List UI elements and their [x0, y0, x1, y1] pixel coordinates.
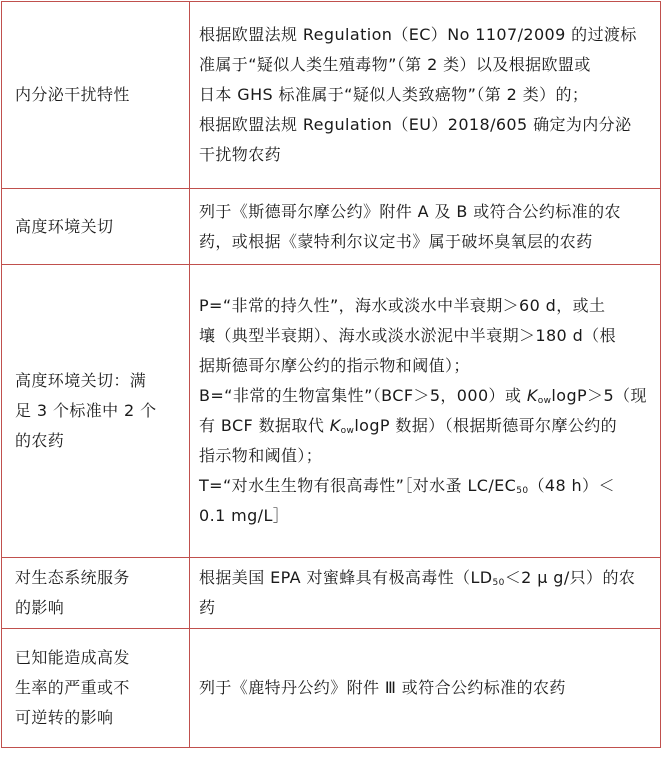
description-line: 药，或根据《蒙特利尔议定书》属于破坏臭氧层的农药 — [199, 231, 593, 251]
criterion-name: 内分泌干扰特性 — [15, 85, 130, 104]
criterion-description-cell — [190, 629, 661, 748]
persistence-line: 壤（典型半衰期）、海水或淡水淤泥中半衰期＞180 d（根 — [199, 326, 616, 345]
criterion-name-cell — [2, 558, 190, 629]
criterion-description-cell — [190, 189, 661, 265]
kow-subscript: ow — [537, 396, 552, 406]
table-row — [2, 2, 661, 189]
criterion-name: 高度环境关切 — [15, 216, 114, 236]
pesticide-criteria-table — [1, 1, 661, 748]
description-line: 日本 GHS 标准属于“疑似人类致癌物”（第 2 类）的； — [199, 85, 589, 104]
text-fragment: logP 数据）（根据斯德哥尔摩公约的 — [354, 416, 618, 435]
table-row — [2, 265, 661, 558]
kow-symbol: K — [526, 386, 538, 405]
criterion-description-cell — [190, 558, 661, 629]
text-fragment: 有 BCF 数据取代 — [199, 416, 330, 435]
description-line — [199, 563, 656, 593]
persistence-line: 据斯德哥尔摩公约的指示物和阈值）； — [199, 356, 470, 375]
text-fragment: 根据美国 EPA 对蜜蜂具有极高毒性（LD — [199, 568, 493, 587]
criterion-description-cell — [190, 2, 661, 189]
toxicity-line — [199, 471, 656, 501]
text-fragment: （48 h）＜ — [528, 476, 615, 495]
bioaccumulation-line — [199, 411, 656, 441]
persistence-line: P=“非常的持久性”，海水或淡水中半衰期＞60 d，或土 — [199, 296, 606, 315]
criterion-name-line: 已知能造成高发 — [15, 648, 130, 667]
criterion-description-cell — [190, 265, 661, 558]
text-fragment: T=“对水生生物有很高毒性”［对水蚤 LC/EC — [199, 476, 517, 495]
text-fragment: ＜2 μ g/只）的农 — [504, 568, 636, 587]
criterion-name-line: 生率的严重或不 — [15, 678, 130, 697]
bioaccumulation-line — [199, 381, 656, 411]
ec50-subscript: 50 — [516, 486, 529, 496]
criterion-name-line: 的农药 — [15, 431, 65, 450]
text-fragment: B=“非常的生物富集性”（BCF＞5，000）或 — [199, 386, 527, 405]
ld50-subscript: 50 — [492, 578, 505, 588]
criterion-name-line: 对生态系统服务 — [15, 568, 130, 587]
table-row — [2, 189, 661, 265]
criterion-name-line: 的影响 — [15, 598, 65, 617]
criterion-name-cell — [2, 265, 190, 558]
description-line: 列于《鹿特丹公约》附件 Ⅲ 或符合公约标准的农药 — [199, 678, 566, 697]
description-line: 准属于“疑似人类生殖毒物”（第 2 类）以及根据欧盟或 — [199, 55, 591, 74]
description-line: 根据欧盟法规 Regulation（EC）No 1107/2009 的过渡标 — [199, 25, 637, 44]
criterion-name-line: 足 3 个标准中 2 个 — [15, 401, 157, 420]
criterion-name-cell — [2, 189, 190, 265]
description-line: 药 — [199, 598, 216, 617]
toxicity-line: 0.1 mg/L］ — [199, 506, 290, 525]
criterion-name-line: 高度环境关切：满 — [15, 371, 147, 390]
bioaccumulation-line: 指示物和阈值）； — [199, 446, 323, 465]
table-row — [2, 629, 661, 748]
criterion-name-cell — [2, 2, 190, 189]
criterion-name-cell — [2, 629, 190, 748]
table-row — [2, 558, 661, 629]
kow-symbol: K — [329, 416, 341, 435]
criterion-name-line: 可逆转的影响 — [15, 708, 114, 727]
description-line: 干扰物农药 — [199, 145, 282, 164]
description-line: 列于《斯德哥尔摩公约》附件 A 及 B 或符合公约标准的农 — [199, 201, 621, 221]
text-fragment: logP＞5（现 — [551, 386, 647, 405]
description-line: 根据欧盟法规 Regulation（EU）2018/605 确定为内分泌 — [199, 115, 632, 134]
kow-subscript: ow — [340, 426, 355, 436]
